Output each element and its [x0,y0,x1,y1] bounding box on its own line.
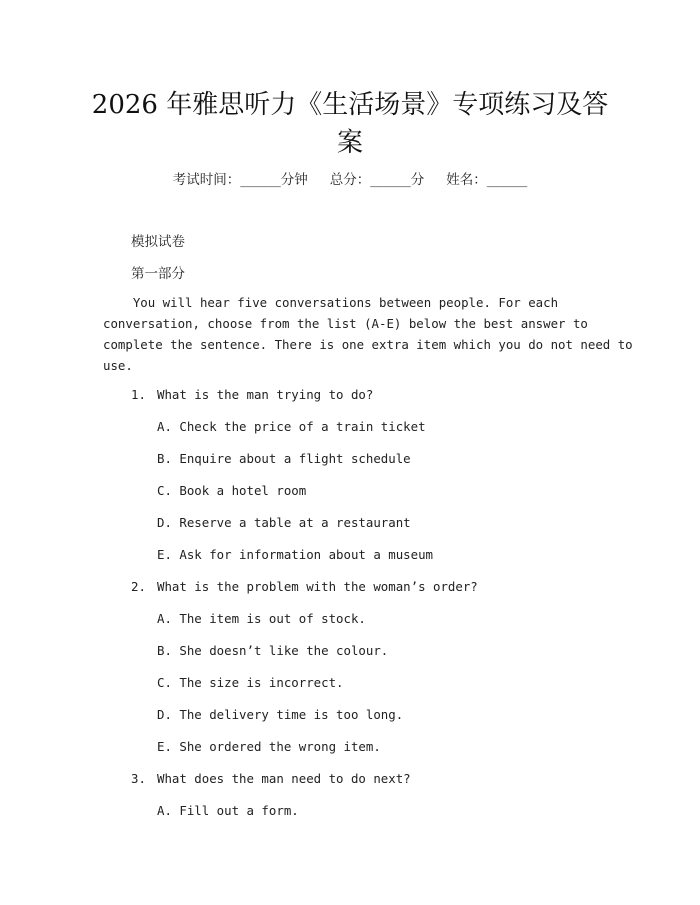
instructions-line: complete the sentence. There is one extra item which you do not need to [103,337,633,352]
name-blank: ______ [486,172,528,188]
time-label: 考试时间： [172,172,241,188]
score-blank: ______ [370,172,411,188]
title-line-2: 案 [336,128,363,158]
question-option: E. She ordered the wrong item. [157,739,381,754]
question-option: C. The size is incorrect. [157,675,344,690]
name-label: 姓名： [446,172,487,188]
document-title [90,86,610,162]
question-option: D. The delivery time is too long. [157,707,404,722]
question-option: E. Ask for information about a museum [157,547,434,562]
question-option: B. Enquire about a flight schedule [157,451,411,466]
question-option: A. Check the price of a train ticket [157,419,426,434]
score-label: 总分： [329,172,371,188]
title-line-1: 2026 年雅思听力《生活场景》专项练习及答 [91,90,609,120]
part-label: 第一部分 [131,266,185,282]
time-blank: ______ [240,172,281,188]
score-unit: 分 [410,172,425,188]
question-text: What is the man trying to do? [157,387,374,402]
question-number: 1. [131,387,146,402]
question-text: What is the problem with the woman’s order? [157,579,478,594]
question-option: C. Book a hotel room [157,483,307,498]
question-number: 3. [131,771,146,786]
question-number: 2. [131,579,146,594]
question-option: D. Reserve a table at a restaurant [157,515,411,530]
exam-meta [0,168,700,188]
instructions-line: use. [103,358,133,373]
question-option: A. Fill out a form. [157,803,299,818]
instructions-line: conversation, choose from the list (A-E) below the best answer to [103,316,588,331]
time-unit: 分钟 [280,172,308,188]
question-text: What does the man need to do next? [157,771,411,786]
section-label: 模拟试卷 [131,234,185,250]
question-option: A. The item is out of stock. [157,611,366,626]
instructions-line: You will hear five conversations between people. For each [103,295,559,310]
question-option: B. She doesn’t like the colour. [157,643,389,658]
instructions [103,292,633,376]
